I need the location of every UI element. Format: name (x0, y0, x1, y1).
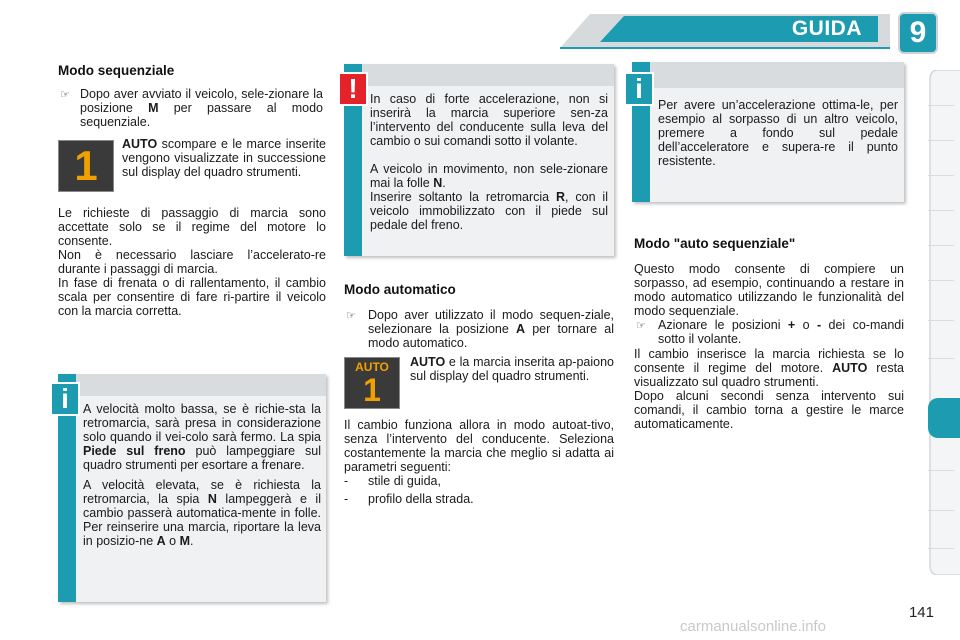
info-icon: i (624, 72, 654, 106)
tab-divider (928, 280, 954, 281)
box-header (76, 374, 326, 396)
paragraph-gear-requests: Le richieste di passaggio di marcia sono accettate solo se il regime del motore lo consente. (58, 206, 326, 248)
chapter-title: GUIDA (791, 17, 862, 40)
tab-divider (928, 470, 954, 471)
tab-divider (928, 548, 954, 549)
paragraph-autoactive: Il cambio funziona allora in modo autoat-tivo, senza l’intervento del conducente. Seleziona costantemente la marcia che meglio si adatta ai parametri seguenti: (344, 418, 614, 474)
info-icon: i (50, 382, 80, 416)
bullet-pointer-icon: ☞ (60, 89, 70, 101)
bullet-pointer-icon: ☞ (346, 310, 356, 322)
warning-strong-acceleration: In caso di forte accelerazione, non si inserirà la marcia superiore sen-za l’intervento del conducente sulla leva del cambio o sui comandi sotto il volante. (370, 92, 608, 148)
info-low-speed-reverse: A velocità molto bassa, se è richie-sta la retromarcia, sarà presa in considerazione solo quando il vei-colo sarà fermo. La spia Piede sul freno può lampeggiare sul quadro strumenti per esortare a frenare. (83, 402, 321, 472)
box-header (650, 62, 904, 88)
paragraph-braking: In fase di frenata o di rallentamento, il cambio scala per consentire di fare ri-partire il veicolo con la marcia corretta. (58, 276, 326, 318)
auto-gear-display-image (344, 357, 400, 409)
warning-icon: ! (338, 72, 368, 106)
auto-disappears-note: AUTO scompare e le marce inserite vengono visualizzate in successione sul display del quadro strumenti. (122, 137, 326, 179)
section-heading-automatic: Modo automatico (344, 282, 456, 297)
list-dash: - (344, 492, 349, 506)
section-heading-sequential: Modo sequenziale (58, 63, 175, 78)
gear-display-image (58, 140, 114, 192)
instruction-select-a: Dopo aver utilizzato il modo sequen-ziale, selezionare la posizione A per tornare al modo automatico. (368, 308, 614, 350)
tab-divider (928, 358, 954, 359)
paragraph-auto-sequential-intro: Questo modo consente di compiere un sorpasso, ad esempio, continuando a restare in modo automatico utilizzando le funzionalità del modo sequenziale. (634, 262, 904, 318)
auto-appears-note: AUTO e la marcia inserita ap-paiono sul display del quadro strumenti. (410, 355, 614, 383)
info-optimal-acceleration: Per avere un’accelerazione ottima-le, per esempio al sorpasso di un altro veicolo, premere a fondo sul pedale dell’acceleratore e supera-re il punto resistente. (658, 98, 898, 168)
paragraph-gear-engaged: Il cambio inserisce la marcia richiesta se lo consente il regime del motore. AUTO resta visualizzato sul quadro strumenti. (634, 347, 904, 389)
info-high-speed-reverse: A velocità elevata, se è richiesta la retromarcia, la spia N lampeggerà e il cambio passerà automatica-mente in folle. Per reinserire una marcia, riportare la leva in posizio-ne A o M. (83, 478, 321, 548)
tab-divider (928, 210, 954, 211)
tab-divider (928, 510, 954, 511)
box-header (362, 64, 614, 86)
tab-divider (928, 175, 954, 176)
paragraph-return-automatic: Dopo alcuni secondi senza intervento sui comandi, il cambio torna a gestire le marce automaticamente. (634, 389, 904, 431)
warning-neutral: A veicolo in movimento, non sele-zionare mai la folle N. (370, 162, 608, 190)
instruction-steering-controls: Azionare le posizioni + o - dei co-mandi sotto il volante. (658, 318, 905, 346)
gear-digit: 1 (74, 142, 98, 189)
gear-digit: 1 (363, 372, 381, 408)
page-number: 141 (908, 604, 934, 621)
watermark: carmanualsonline.info (680, 618, 826, 635)
list-item: profilo della strada. (368, 492, 474, 506)
instruction-select-m: Dopo aver avviato il veicolo, sele-zionare la posizione M per passare al modo sequenziale. (80, 87, 323, 129)
tab-divider (928, 140, 954, 141)
section-heading-auto-sequential: Modo "auto sequenziale" (634, 236, 796, 251)
paragraph-accelerator: Non è necessario lasciare l’accelerato-re durante i passaggi di marcia. (58, 248, 326, 276)
active-chapter-tab[interactable] (928, 398, 960, 438)
list-item: stile di guida, (368, 474, 441, 488)
tab-divider (928, 245, 954, 246)
auto-word: AUTO (355, 360, 389, 374)
chapter-tab-strip (928, 70, 960, 575)
tab-divider (928, 105, 954, 106)
tab-divider (928, 320, 954, 321)
chapter-number: 9 (909, 16, 927, 49)
warning-reverse: Inserire soltanto la retromarcia R, con il veicolo immobilizzato con il piede sul pedale del freno. (370, 190, 608, 232)
list-dash: - (344, 474, 349, 488)
bullet-pointer-icon: ☞ (636, 320, 646, 332)
